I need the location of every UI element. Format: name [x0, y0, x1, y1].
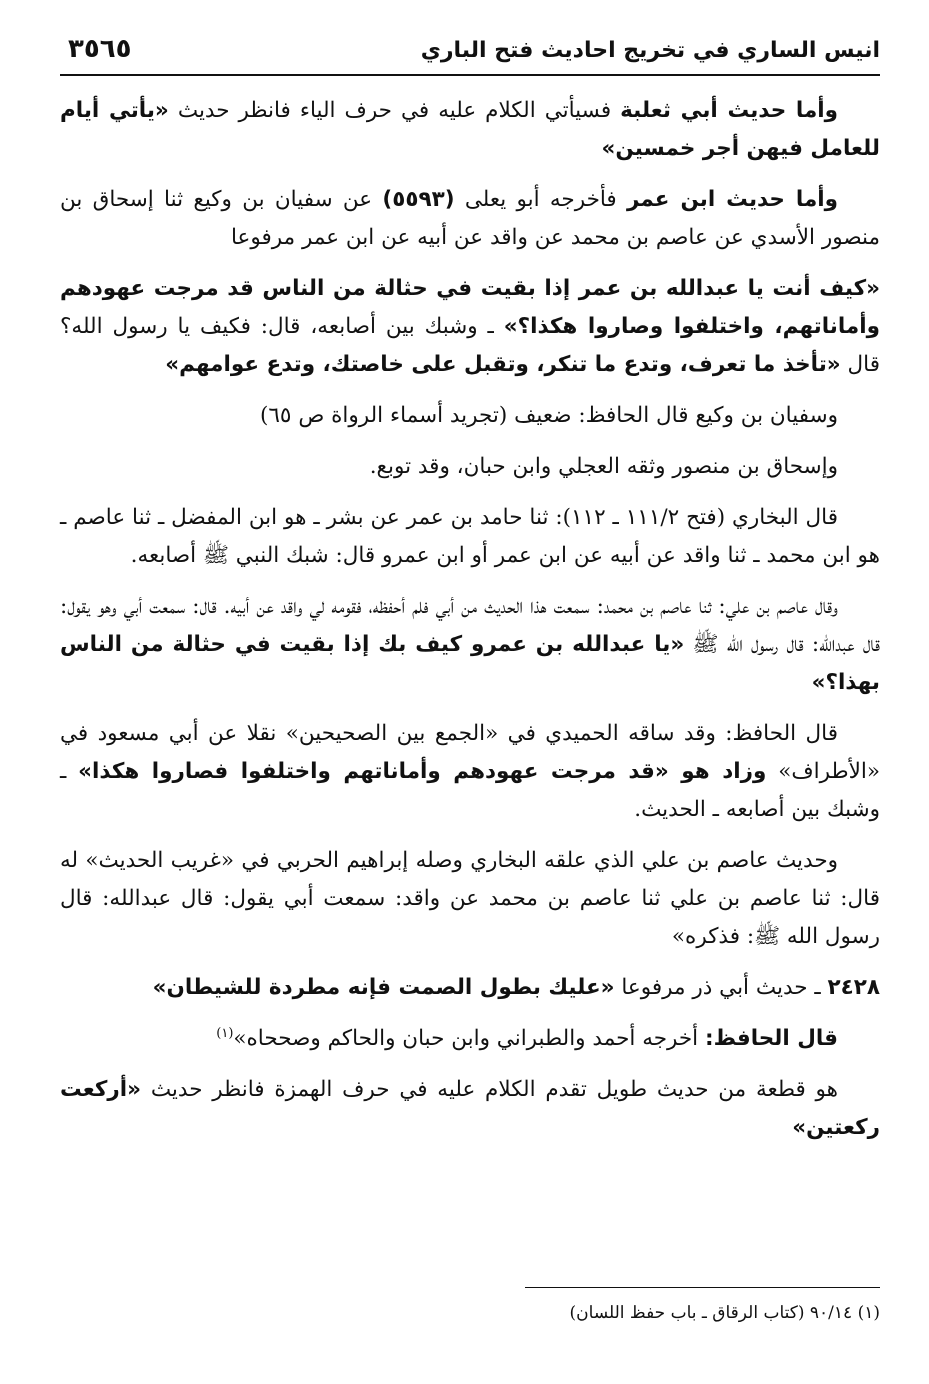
narrator-heading: وأما حديث ابن عمر [627, 187, 838, 212]
hafiz-label: قال الحافظ: [705, 1026, 838, 1051]
narrator-heading: وأما حديث أبي ثعلبة [620, 98, 838, 123]
hadith-quote: «أركعت ركعتين» [60, 1077, 880, 1140]
hadith-number: ٢٤٢٨ [827, 975, 880, 1000]
hadith-quote: «تأخذ ما تعرف، وتدع ما تنكر، وتقبل على خاصتك، وتدع عوامهم» [165, 352, 841, 377]
paragraph-2 [60, 181, 880, 257]
paragraph-5 [60, 448, 880, 486]
paragraph-text: قال البخاري (فتح ١١١/٢ ـ ١١٢): ثنا حامد بن عمر عن بشر ـ هو ابن المفضل ـ ثنا عاصم ـ هو ابن محمد ـ ثنا واقد عن أبيه عن ابن عمر أو ابن عمرو قال: شبك النبي ﷺ أصابعه. [60, 505, 880, 568]
paragraph-text: قال الحافظ: وقد ساقه الحميدي في «الجمع بين الصحيحين» نقلا عن أبي مسعود في «الأطراف» [60, 721, 880, 784]
paragraph-1 [60, 92, 880, 168]
paragraph-6 [60, 499, 880, 575]
page-number: ٣٥٦٥ [68, 34, 132, 64]
paragraph-text: وقال عاصم بن علي: ثنا عاصم بن محمد: سمعت هذا الحديث من أبي فلم أحفظه، فقومه لي واقد عن أبيه. قال: سمعت أبي وهو يقول: قال عبدالله: قال رسول الله ﷺ [60, 594, 880, 657]
paragraph-text: فأخرجه أبو يعلى [454, 187, 628, 212]
footnote-divider [525, 1287, 880, 1288]
hadith-quote: «يأتي أيام للعامل فيهن أجر خمسين» [60, 98, 880, 161]
footnote-marker[interactable]: (١) [216, 1025, 234, 1041]
hadith-quote: «يا عبدالله بن عمرو كيف بك إذا بقيت في حثالة من الناس بهذا؟» [60, 632, 880, 695]
page-header [60, 30, 880, 76]
paragraph-7 [60, 588, 880, 702]
paragraph-text: فسيأتي الكلام عليه في حرف الياء فانظر حديث [168, 98, 621, 123]
paragraph-4 [60, 397, 880, 435]
hadith-quote: «كيف أنت يا عبدالله بن عمر إذا بقيت في حثالة من الناس قد مرجت عهودهم وأماناتهم، واختلفوا وصاروا هكذا؟» [60, 276, 880, 339]
paragraph-text: أخرجه أحمد والطبراني وابن حبان والحاكم وصححاه» [233, 1026, 705, 1051]
page-body [60, 92, 880, 1147]
reference-number: (٥٥٩٣) [382, 187, 455, 212]
paragraph-11 [60, 1020, 880, 1058]
paragraph-text: ـ حديث أبي ذر مرفوعا [614, 975, 828, 1000]
paragraph-3 [60, 270, 880, 384]
document-page [60, 30, 880, 1370]
paragraph-text: وحديث عاصم بن علي الذي علقه البخاري وصله إبراهيم الحربي في «غريب الحديث» له قال: ثنا عاصم بن علي ثنا عاصم بن محمد عن واقد: سمعت أبي يقول: قال عبدالله: قال رسول الله ﷺ: فذكره» [60, 848, 880, 949]
paragraph-text: وسفيان بن وكيع قال الحافظ: ضعيف (تجريد أسماء الرواة ص ٦٥) [259, 403, 838, 428]
footnote: (١) ٩٠/١٤ (كتاب الرقاق ـ باب حفظ اللسان) [569, 1303, 880, 1323]
paragraph-text: هو قطعة من حديث طويل تقدم الكلام عليه في حرف الهمزة فانظر حديث [141, 1077, 838, 1102]
hadith-quote: وزاد هو «قد مرجت عهودهم وأماناتهم واختلفوا فصاروا هكذا» [78, 759, 767, 784]
paragraph-text: ـ وشبك بين أصابعه ـ الحديث. [60, 759, 880, 822]
paragraph-8 [60, 715, 880, 829]
paragraph-text: ـ وشبك بين أصابعه، قال: فكيف يا رسول الله؟ قال [60, 314, 880, 377]
paragraph-9 [60, 842, 880, 956]
paragraph-10 [60, 969, 880, 1007]
paragraph-text: وإسحاق بن منصور وثقه العجلي وابن حبان، وقد توبع. [369, 454, 838, 479]
paragraph-12 [60, 1071, 880, 1147]
paragraph-text: عن سفيان بن وكيع ثنا إسحاق بن منصور الأسدي عن عاصم بن محمد عن واقد عن أبيه عن ابن عمر مرفوعا [60, 187, 880, 250]
running-title: انيس الساري في تخريج احاديث فتح الباري [420, 38, 880, 63]
hadith-quote: «عليك بطول الصمت فإنه مطردة للشيطان» [152, 975, 615, 1000]
